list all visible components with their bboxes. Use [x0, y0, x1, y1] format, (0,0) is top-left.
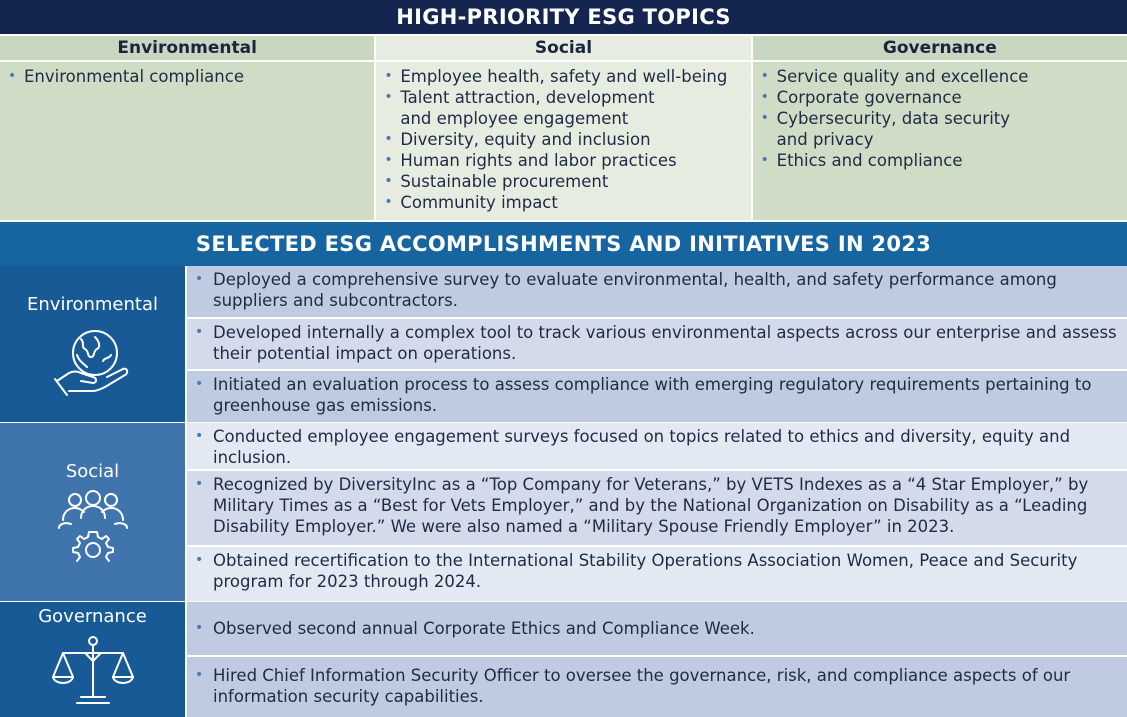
list-item: • Ethics and compliance	[759, 150, 1127, 171]
accomplishment-item	[187, 547, 1127, 601]
item-text: Obtained recertification to the International Stability Operations Association Women, Peace and Security program for 2023 through 2024.	[213, 551, 1078, 591]
section-social	[0, 423, 1127, 601]
list-item: • Service quality and excellence	[759, 66, 1127, 87]
list-item: • Corporate governance	[759, 87, 1127, 108]
list-item: • Talent attraction, development and employee engagement	[382, 87, 750, 129]
list-item: • Human rights and labor practices	[382, 150, 750, 171]
accomplishment-item	[187, 371, 1127, 422]
item-text: Initiated an evaluation process to assess compliance with emerging regulatory requirements pertaining to greenhouse gas emissions.	[213, 375, 1092, 416]
high-priority-title: HIGH-PRIORITY ESG TOPICS	[0, 0, 1127, 34]
bullet-icon: •	[195, 666, 204, 683]
list-item: • Diversity, equity and inclusion	[382, 129, 750, 150]
section-label-text: Environmental	[27, 294, 158, 315]
accomplishment-item	[187, 602, 1127, 655]
pillar-body-row	[0, 62, 1127, 220]
section-items-governance	[185, 602, 1127, 717]
accomplishment-item	[187, 423, 1127, 469]
list-item: • Sustainable procurement	[382, 171, 750, 192]
bullet-icon: •	[195, 476, 204, 492]
list-item: • Employee health, safety and well-being	[382, 66, 750, 87]
section-governance	[0, 602, 1127, 717]
section-environmental	[0, 266, 1127, 422]
item-text: Hired Chief Information Security Officer to oversee the governance, risk, and compliance aspects of our information security capabilities.	[213, 665, 1071, 706]
item-text: Developed internally a complex tool to track various environmental aspects across our enterprise and assess their potential impact on operations.	[213, 322, 1117, 363]
pillar-list-social	[376, 62, 750, 220]
item-text: Conducted employee engagement surveys focused on topics related to ethics and diversity, equity and inclusion.	[213, 427, 1071, 467]
accomplishment-item	[187, 319, 1127, 370]
accomplishments-title: SELECTED ESG ACCOMPLISHMENTS AND INITIATIVES IN 2023	[0, 222, 1127, 266]
list-item: • Environmental compliance	[6, 66, 374, 87]
list-item: • Cybersecurity, data security and privacy	[759, 108, 1127, 150]
bullet-icon: •	[195, 376, 204, 393]
section-items-social	[185, 423, 1127, 601]
accomplishment-item	[187, 471, 1127, 545]
globe-in-hand-icon	[51, 321, 135, 405]
pillar-list-governance	[753, 62, 1127, 220]
scales-of-justice-icon	[51, 633, 135, 709]
bullet-icon: •	[195, 428, 204, 444]
item-text: Observed second annual Corporate Ethics and Compliance Week.	[213, 618, 755, 638]
people-gear-icon	[53, 488, 133, 568]
bullet-icon: •	[195, 271, 204, 287]
accomplishment-item	[187, 266, 1127, 317]
bullet-icon: •	[195, 323, 204, 340]
accomplishment-item	[187, 657, 1127, 717]
section-label-text: Social	[65, 461, 120, 482]
item-text: Deployed a comprehensive survey to evaluate environmental, health, and safety performance among suppliers and subcontractors.	[213, 270, 1057, 310]
list-item: • Community impact	[382, 192, 750, 213]
section-items-environmental	[185, 266, 1127, 422]
item-text: Recognized by DiversityInc as a “Top Company for Veterans,” by VETS Indexes as a “4 Star Employer,” by Military Times as a “Best for Vets Employer,” and by the National Organization on Disability as a “Leading Disability Employer.” We were also named a “Military Spouse Friendly Employer” in 2023.	[213, 475, 1089, 536]
section-label-governance	[0, 602, 185, 717]
section-label-social	[0, 423, 185, 601]
bullet-icon: •	[195, 619, 204, 636]
pillar-list-environmental	[0, 62, 374, 220]
pillar-title-social: Social	[376, 36, 750, 60]
section-label-environmental	[0, 266, 185, 422]
pillar-title-environmental: Environmental	[0, 36, 374, 60]
pillar-title-governance: Governance	[753, 36, 1127, 60]
section-label-text: Governance	[38, 606, 147, 627]
pillar-header-row	[0, 36, 1127, 60]
bullet-icon: •	[195, 552, 204, 568]
